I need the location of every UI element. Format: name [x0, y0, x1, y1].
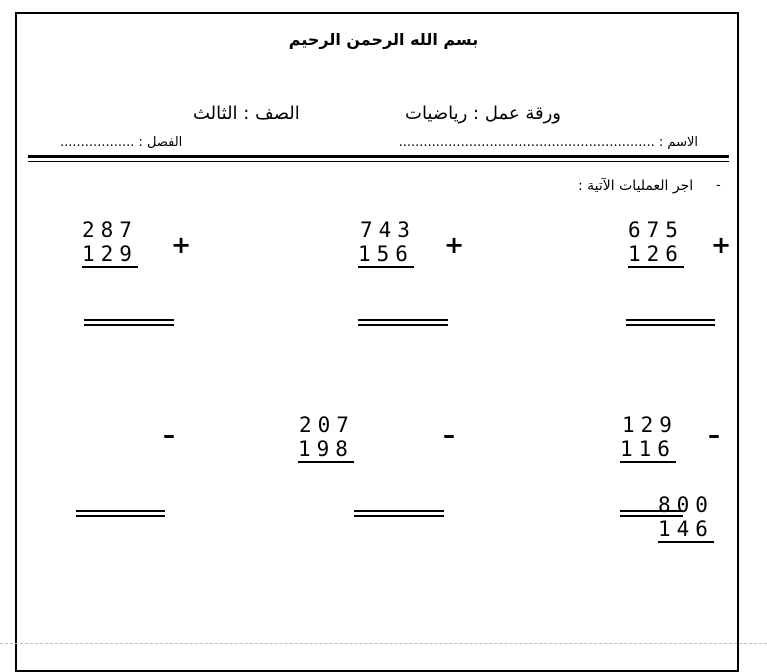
page-frame	[15, 12, 739, 672]
add-3-plus: +	[171, 231, 192, 259]
sub-3-answer-line[interactable]	[76, 510, 165, 517]
sub-2-top: 207	[299, 413, 355, 437]
add-1-plus: +	[711, 231, 732, 259]
sub-2-answer-line[interactable]	[354, 510, 444, 517]
sub-extra-top: 800	[658, 493, 714, 517]
add-3-answer-line[interactable]	[84, 319, 174, 326]
sub-2-bottom: 198	[298, 437, 354, 461]
instruction-text: اجر العمليات الآتية :	[578, 178, 694, 194]
sub-1-minus: –	[708, 421, 720, 449]
sub-1-answer-line[interactable]	[620, 510, 683, 517]
sub-2-minus: –	[443, 421, 455, 449]
page-break-separator	[0, 643, 767, 644]
basmala: بسم الله الرحمن الرحيم	[288, 30, 479, 49]
add-3-bottom: 129	[82, 242, 138, 266]
add-3-top: 287	[82, 218, 138, 242]
name-field[interactable]: الاسم : ..............................................................	[398, 135, 698, 150]
sub-3-minus: –	[163, 421, 175, 449]
sub-extra-bottom: 146	[658, 517, 714, 541]
sub-1-bottom: 116	[620, 437, 676, 461]
add-2-bottom: 156	[358, 242, 414, 266]
header-rule-thin	[28, 161, 729, 162]
add-1-answer-line[interactable]	[626, 319, 715, 326]
add-1-top: 675	[628, 218, 684, 242]
worksheet-title: ورقة عمل : رياضيات	[405, 103, 561, 124]
add-1-bottom: 126	[628, 242, 684, 266]
add-2-top: 743	[360, 218, 416, 242]
add-2-answer-line[interactable]	[358, 319, 448, 326]
grade-label: الصف : الثالث	[193, 103, 300, 124]
add-2-plus: +	[444, 231, 465, 259]
sub-1-top: 129	[622, 413, 678, 437]
header-rule-thick	[28, 155, 729, 158]
section-field[interactable]: الفصل : ..................	[60, 135, 183, 150]
instruction-dash: -	[716, 178, 721, 193]
